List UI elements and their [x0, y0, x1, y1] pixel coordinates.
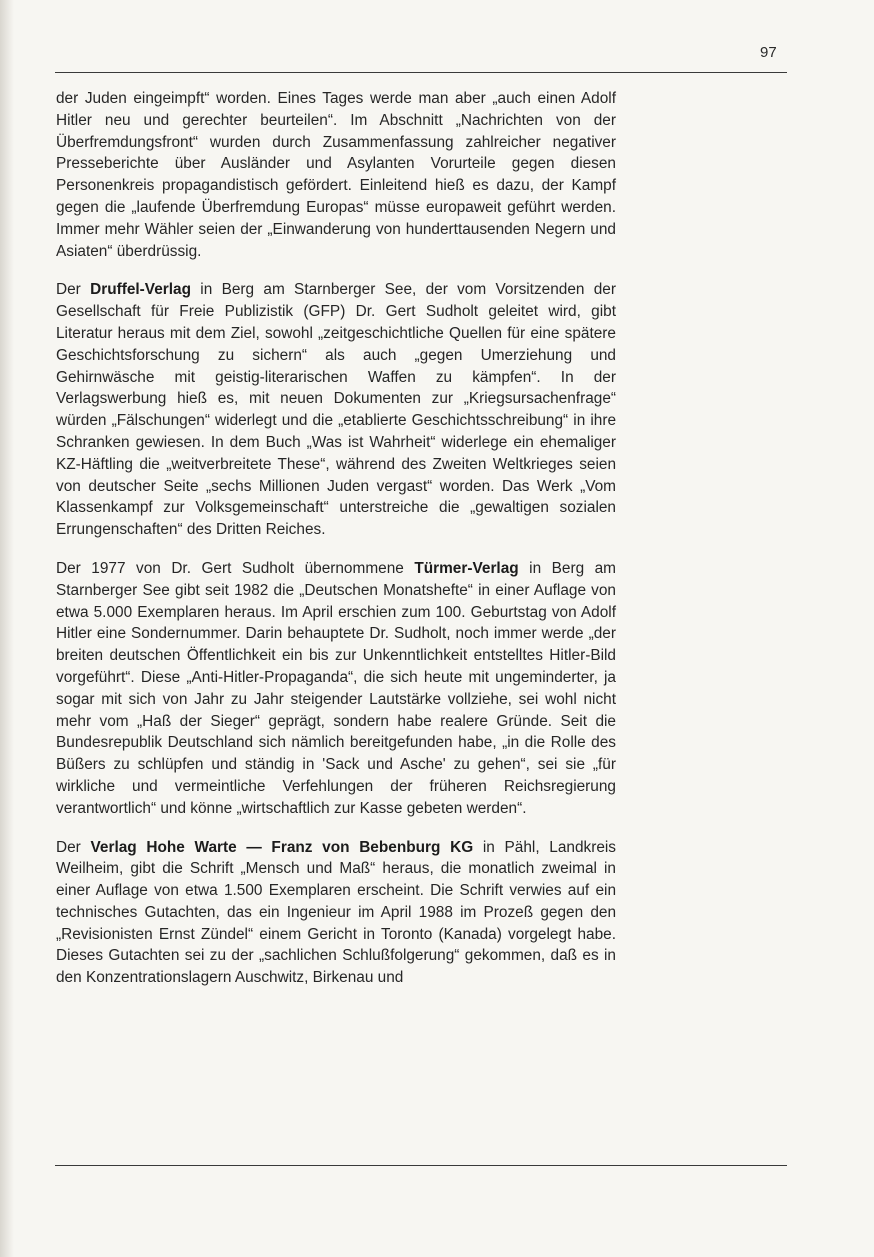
paragraph-1-text: der Juden eingeimpft“ worden. Eines Tages werde man aber „auch einen Adolf Hitler neu und gerechter beurteilen“. Im Abschnitt „Nachrichten von der Überfremdungsfront“ wurden durch Zusammenfassung zahlreicher negativer Presseberichte über Ausländer und Asylanten Vorurteile gegen diesen Personenkreis propagandistisch gefördert. Einleitend hieß es dazu, der Kampf gegen die „laufende Überfremdung Europas“ müsse europaweit geführt werden. Immer mehr Wähler seien der „Einwanderung von hunderttausenden Negern und Asiaten“ überdrüssig.	[56, 90, 616, 260]
paragraph-2-text: in Berg am Starnberger See, der vom Vorsitzenden der Gesellschaft für Freie Publizistik (GFP) Dr. Gert Sudholt geleitet wird, gibt Literatur heraus mit dem Ziel, sowohl „zeitgeschichtliche Quellen für eine spätere Geschichtsforschung zu sichern“ als auch „gegen Umerziehung und Gehirnwäsche mit geistig-literarischen Waffen zu kämpfen“. In der Verlagswerbung hieß es, mit neuen Dokumenten zur „Kriegsursachenfrage“ würden „Fälschungen“ widerlegt und die „etablierte Geschichtsschreibung“ in ihre Schranken gewiesen. In dem Buch „Was ist Wahrheit“ widerlege ein ehemaliger KZ-Häftling die „weitverbreitete These“, während des Zweiten Weltkrieges seien von deutscher Seite „sechs Millionen Juden vergast“ worden. Das Werk „Vom Klassenkampf zur Volksgemeinschaft“ unterstreiche die „gewaltigen sozialen Errungenschaften“ des Dritten Reiches.	[56, 281, 616, 539]
body-text	[56, 88, 616, 1006]
header-rule	[55, 72, 787, 73]
paragraph-4-lead: Der	[56, 838, 91, 856]
paragraph-3-lead: Der 1977 von Dr. Gert Sudholt übernommene	[56, 559, 415, 577]
publisher-name-druffel: Druffel-Verlag	[90, 281, 192, 299]
paragraph-4	[56, 837, 616, 990]
page-number: 97	[760, 44, 777, 61]
publisher-name-tuermer: Türmer-Verlag	[414, 559, 519, 577]
paragraph-2-lead: Der	[56, 281, 91, 299]
paragraph-3-text: in Berg am Starnberger See gibt seit 1982 die „Deutschen Monatshefte“ in einer Auflage von etwa 5.000 Exemplaren heraus. Im April erschien zum 100. Geburtstag von Adolf Hitler eine Sondernummer. Darin behauptete Dr. Sudholt, noch immer werde „der breiten deutschen Öffentlichkeit ein bis zur Unkenntlichkeit entstelltes Hitler-Bild vorgeführt“. Diese „Anti-Hitler-Propaganda“, die sich heute mit ungeminderter, ja sogar mit sich von Jahr zu Jahr steigender Lautstärke vollziehe, sei wohl nicht mehr vom „Haß der Sieger“ geprägt, sondern habe realere Gründe. Seit die Bundesrepublik Deutschland sich nämlich bereitgefunden habe, „in die Rolle des Büßers zu schlüpfen und ständig in 'Sack und Asche' zu gehen“, sei sie „für wirkliche und vermeintliche Verfehlungen der früheren Reichsregierung verantwortlich“ und könne „wirtschaftlich zur Kasse gebeten werden“.	[56, 559, 617, 817]
paragraph-4-text: in Pähl, Landkreis Weilheim, gibt die Schrift „Mensch und Maß“ heraus, die monatlich zweimal in einer Auflage von etwa 1.500 Exemplaren erscheint. Die Schrift verwies auf ein technisches Gutachten, das ein Ingenieur im April 1988 im Prozeß gegen den „Revisionisten Ernst Zündel“ einem Gericht in Toronto (Kanada) vorgelegt habe. Dieses Gutachten sei zu der „sachlichen Schlußfolgerung“ gekommen, daß es in den Konzentrationslagern Auschwitz, Birkenau und	[56, 838, 617, 987]
paragraph-3	[56, 558, 616, 820]
footer-rule	[55, 1165, 787, 1166]
paragraph-2	[56, 279, 616, 541]
publisher-name-hohe-warte: Verlag Hohe Warte — Franz von Bebenburg KG	[90, 838, 474, 856]
paragraph-1	[56, 88, 616, 262]
